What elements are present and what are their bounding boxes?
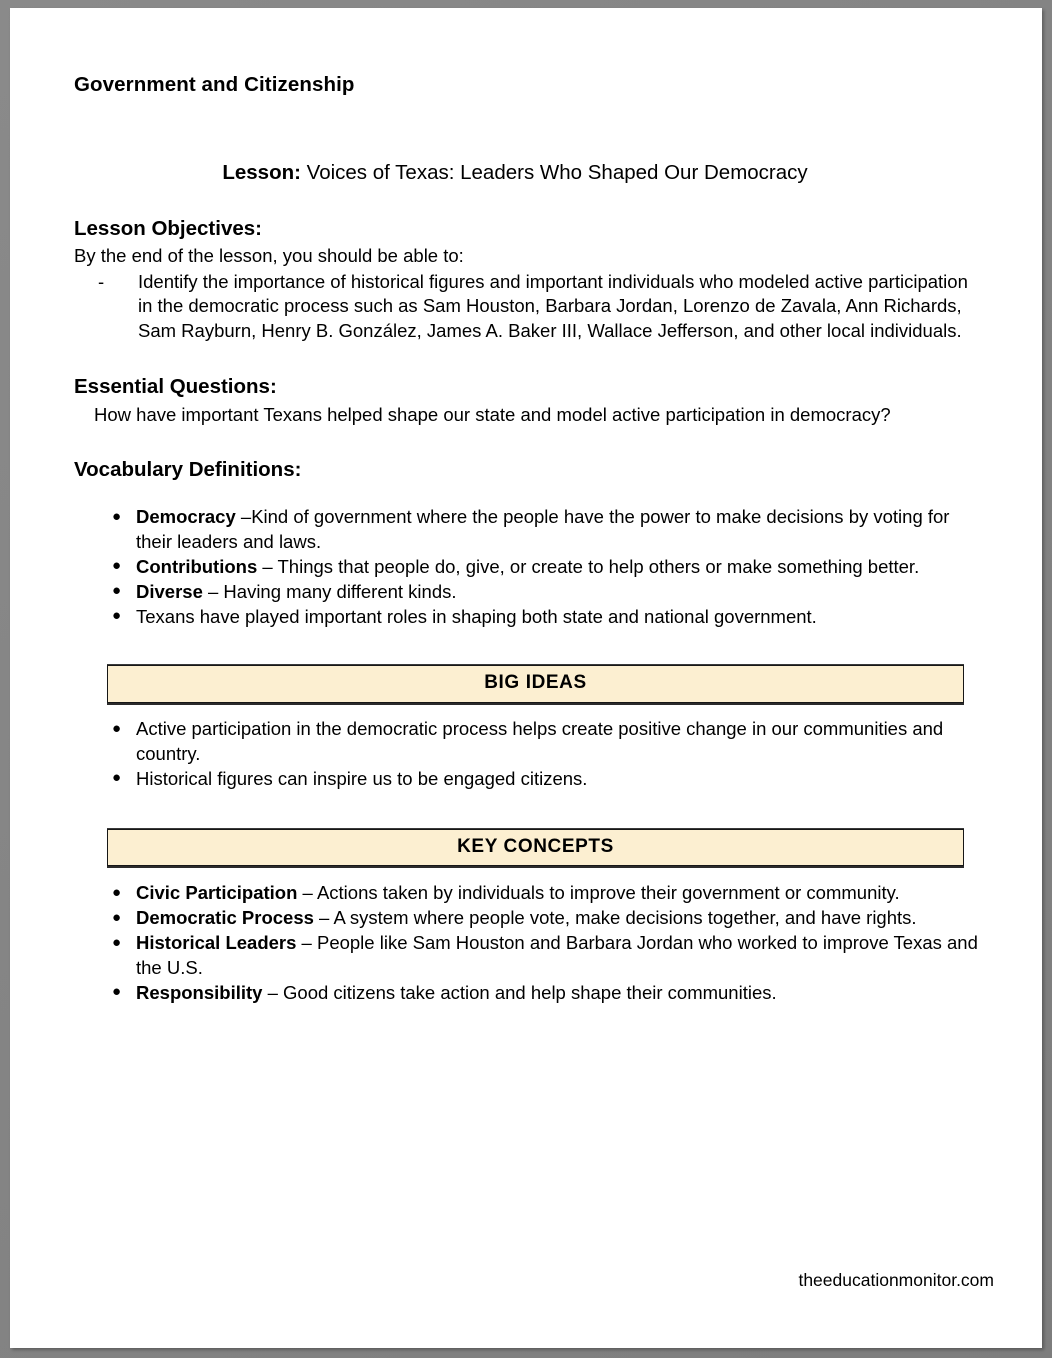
key-concept-definition: – Actions taken by individuals to improve their government or community.: [297, 882, 900, 904]
section-heading-essential-questions: Essential Questions:: [74, 375, 277, 399]
objectives-intro: By the end of the lesson, you should be able to:: [74, 244, 464, 266]
vocab-definition: – Having many different kinds.: [202, 580, 457, 602]
list-item: [74, 605, 984, 630]
vocab-definition: – Things that people do, give, or create to help others or make something better.: [257, 555, 920, 577]
bullet-icon: ●: [112, 908, 122, 926]
document-page: [10, 8, 1042, 1348]
bullet-icon: ●: [112, 582, 122, 600]
list-item: [74, 931, 984, 981]
big-ideas-banner-label: BIG IDEAS: [484, 672, 587, 694]
key-concept-definition: – A system where people vote, make decisions together, and have rights.: [313, 907, 917, 929]
lesson-title: Voices of Texas: Leaders Who Shaped Our Democracy: [306, 160, 808, 184]
list-item: [74, 555, 984, 580]
bullet-icon: ●: [112, 883, 122, 901]
bullet-icon: ●: [112, 933, 122, 951]
list-item: [74, 270, 984, 345]
key-concept-term: Civic Participation: [136, 882, 298, 904]
key-concept-term: Democratic Process: [136, 907, 314, 929]
big-idea-text: Active participation in the democratic process helps create positive change in our communities and country.: [136, 718, 944, 764]
list-item: [74, 881, 984, 906]
vocab-term: Contributions: [136, 555, 258, 577]
key-concepts-banner: [107, 829, 964, 867]
key-concept-term: Responsibility: [136, 981, 263, 1003]
key-concepts-list: [74, 881, 984, 1005]
big-idea-text: Historical figures can inspire us to be engaged citizens.: [136, 767, 588, 789]
vocab-definition: –Kind of government where the people have the power to make decisions by voting for their leaders and laws.: [136, 506, 950, 552]
key-concept-definition: – People like Sam Houston and Barbara Jordan who worked to improve Texas and the U.S.: [136, 932, 978, 978]
bullet-icon: ●: [112, 557, 122, 575]
list-item: [74, 505, 984, 555]
footer-attribution: theeducationmonitor.com: [798, 1270, 994, 1290]
list-item: [74, 906, 984, 931]
bullet-icon: ●: [112, 769, 122, 787]
dash-marker-icon: -: [98, 270, 105, 292]
objectives-list: [74, 270, 984, 345]
document-content: [74, 72, 984, 1006]
lesson-label: Lesson:: [222, 160, 301, 184]
key-concepts-banner-label: KEY CONCEPTS: [457, 835, 614, 857]
list-item: [74, 580, 984, 605]
vocabulary-list: [74, 505, 984, 629]
bullet-icon: ●: [112, 607, 122, 624]
page-title: Government and Citizenship: [74, 73, 355, 96]
vocab-term: Democracy: [136, 506, 236, 527]
list-item: [74, 717, 984, 767]
bullet-icon: ●: [112, 983, 122, 1001]
bullet-icon: ●: [112, 719, 122, 737]
big-ideas-banner: [107, 665, 964, 703]
objective-text: Identify the importance of historical figures and important individuals who modeled active participation in the democratic process such as Sam Houston, Barbara Jordan, Lorenzo de Zavala, Ann Richards, Sam Rayburn, Henry B. González, James A. Baker III, Wallace Jefferson, and other local individuals.: [138, 270, 968, 342]
list-item: [74, 767, 984, 792]
vocab-term: Diverse: [136, 580, 203, 602]
lesson-title-line: [74, 160, 984, 187]
vocab-definition: Texans have played important roles in shaping both state and national government.: [136, 605, 817, 627]
key-concept-definition: – Good citizens take action and help shape their communities.: [262, 981, 777, 1003]
bullet-icon: ●: [112, 507, 122, 525]
essential-question-text: How have important Texans helped shape our state and model active participation in democracy?: [94, 403, 891, 425]
list-item: [74, 981, 984, 1006]
big-ideas-list: [74, 717, 984, 792]
section-heading-objectives: Lesson Objectives:: [74, 217, 262, 241]
key-concept-term: Historical Leaders: [136, 932, 297, 954]
section-heading-vocabulary: Vocabulary Definitions:: [74, 458, 302, 482]
